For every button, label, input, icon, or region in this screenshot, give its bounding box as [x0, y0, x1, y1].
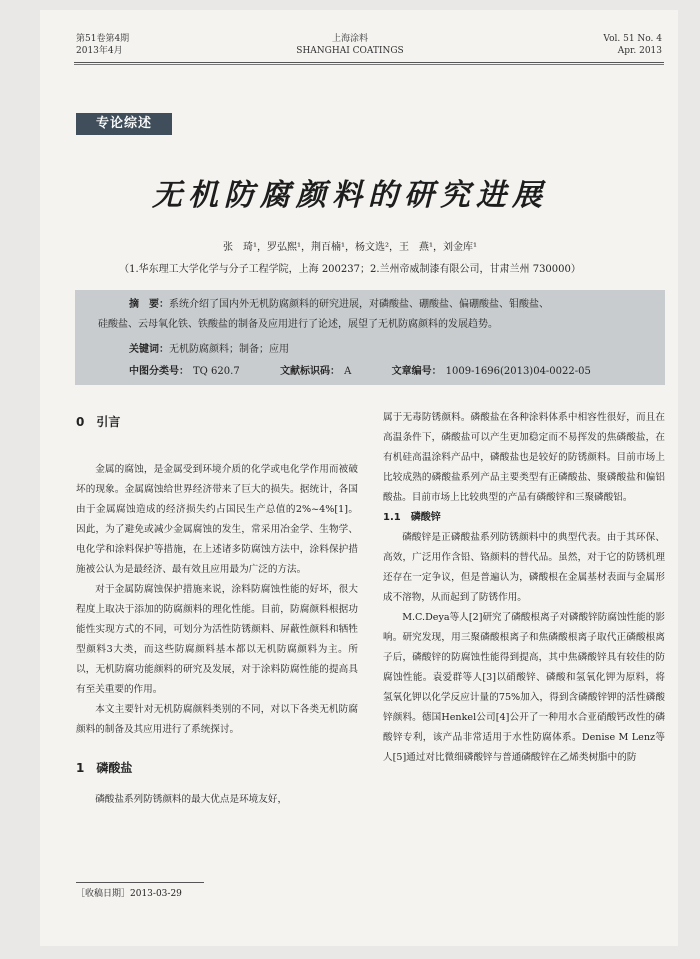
header-rule — [74, 62, 664, 63]
volume-issue-en: Vol. 51 No. 4 — [603, 34, 662, 44]
abstract-label: 摘 要： — [129, 299, 169, 310]
keywords-label: 关键词： — [129, 344, 169, 355]
issue-date-en: Apr. 2013 — [617, 46, 662, 56]
abstract-line-2: 硅酸盐、云母氧化铁、铁酸盐的制备及应用进行了论述，展望了无机防腐颜料的发展趋势。 — [98, 319, 498, 330]
classification-line — [129, 362, 595, 377]
doc-label: 文献标识码： — [280, 366, 341, 377]
issue-date: 2013年4月 — [76, 46, 123, 56]
footnote-rule — [76, 882, 204, 883]
para-intro-2: 对于金属防腐蚀保护措施来说，涂料防腐蚀性能的好坏，很大程度上取决于添加的防腐颜料的理化性能。目前，防腐颜料根据功能性实现方式的不同，可划分为活性防锈颜料、屏蔽性颜料和牺牲型颜料3大类，而这些防腐颜料基本都以无机防腐颜料为主。所以，无机防腐功能颜料的研究及发展，对于涂料防腐性能的提高具有至关重要的作用。 — [76, 584, 358, 695]
para-phosphate-cont: 属于无毒防锈颜料。磷酸盐在各种涂料体系中相容性很好，而且在高温条件下，磷酸盐可以产生更加稳定而不易挥发的焦磷酸盐，在有机硅高温涂料产品中，磷酸盐也是较好的防锈颜料。目前市场上比较成熟的磷酸盐系列产品主要类型有正磷酸盐、聚磷酸盐和偏铝酸盐。目前市场上比较典型的产品有磷酸锌和三聚磷酸铝。 — [383, 412, 665, 503]
article-no-value: 1009-1696(2013)04-0022-05 — [445, 366, 591, 377]
journal-name — [0, 33, 700, 57]
doc-value: A — [344, 366, 352, 377]
subsection-zinc-phosphate: 1.1 磷酸锌 — [383, 512, 441, 523]
section-heading-phosphate: 1 磷酸盐 — [76, 761, 133, 775]
abstract-text-1: 系统介绍了国内外无机防腐颜料的研究进展，对磷酸盐、硼酸盐、偏硼酸盐、钼酸盐、 — [169, 299, 549, 310]
section-heading-intro: 0 引言 — [76, 415, 121, 429]
journal-name-cn: 上海涂料 — [331, 34, 368, 44]
para-zinc-2: M.C.Deya等人[2]研究了磷酸根离子对磷酸锌防腐蚀性能的影响。研究发现，用三聚磷酸根离子和焦磷酸根离子取代正磷酸根离子后，磷酸锌的防腐蚀性能得到提高，其中焦磷酸锌具有较佳的防腐蚀性能。袁爱群等人[3]以硝酸锌、磷酸和氢氧化钾为原料，将氢氧化钾以化学反应计量的75%加入，得到含磷酸锌钾的活性磷酸锌颜料。德国Henkel公司[4]公开了一种用水合亚硝酸钙改性的磷酸锌专利，该产品非常适用于水性防腐体系。Denise M Lenz等人[5]通过对比微细磷酸锌与普通磷酸锌在乙烯类树脂中的防 — [383, 612, 665, 763]
article-title: 无机防腐颜料的研究进展 — [152, 178, 548, 213]
header-rule-thin — [74, 64, 664, 65]
volume-issue: 第51卷第4期 — [76, 34, 130, 44]
para-zinc-1: 磷酸锌是正磷酸盐系列防锈颜料中的典型代表。由于其环保、高效，广泛用作含铅、铬颜料的替代品。虽然，对于它的防锈机理还存在一定争议，但是普遍认为，磷酸根在金属基材表面与金属形成不溶物，从而起到了防锈作用。 — [383, 532, 665, 603]
cls-label: 中图分类号： — [129, 366, 189, 377]
right-column — [383, 408, 665, 768]
abstract-line-1 — [129, 298, 549, 312]
article-no-label: 文章编号： — [391, 366, 442, 377]
section-badge: 专论综述 — [76, 113, 172, 135]
para-intro-3: 本文主要针对无机防腐颜料类别的不同，对以下各类无机防腐颜料的制备及其应用进行了系统探讨。 — [76, 704, 358, 735]
left-column — [76, 412, 358, 810]
para-phosphate-1: 磷酸盐系列防锈颜料的最大优点是环境友好， — [95, 794, 288, 805]
keywords-line — [129, 340, 289, 355]
journal-volume-en — [603, 33, 662, 57]
cls-value: TQ 620.7 — [193, 366, 240, 377]
para-intro-1: 金属的腐蚀，是金属受到环境介质的化学或电化学作用而被破坏的现象。金属腐蚀给世界经济带来了巨大的损失。据统计，各国由于金属腐蚀造成的经济损失约占国民生产总值的2%~4%[1]。因此，为了避免或减少金属腐蚀的发生，常采用冶金学、生物学、电化学和涂料保护等措施，在上述诸多防腐蚀方法中，涂料保护措施被公认为是最经济、最有效且应用最为广泛的方法。 — [76, 464, 358, 575]
keywords-value: 无机防腐颜料；制备；应用 — [169, 344, 289, 355]
affiliation: （1.华东理工大学化学与分子工程学院，上海 200237；2.兰州帝威制漆有限公司，甘肃兰州 730000） — [119, 264, 581, 275]
received-date: ［收稿日期］2013-03-29 — [76, 889, 182, 899]
journal-name-en: SHANGHAI COATINGS — [296, 46, 404, 56]
author-list: 张 琦¹，罗弘熙¹，荆百楠¹，杨文选²，王 燕¹，刘金库¹ — [222, 242, 478, 253]
